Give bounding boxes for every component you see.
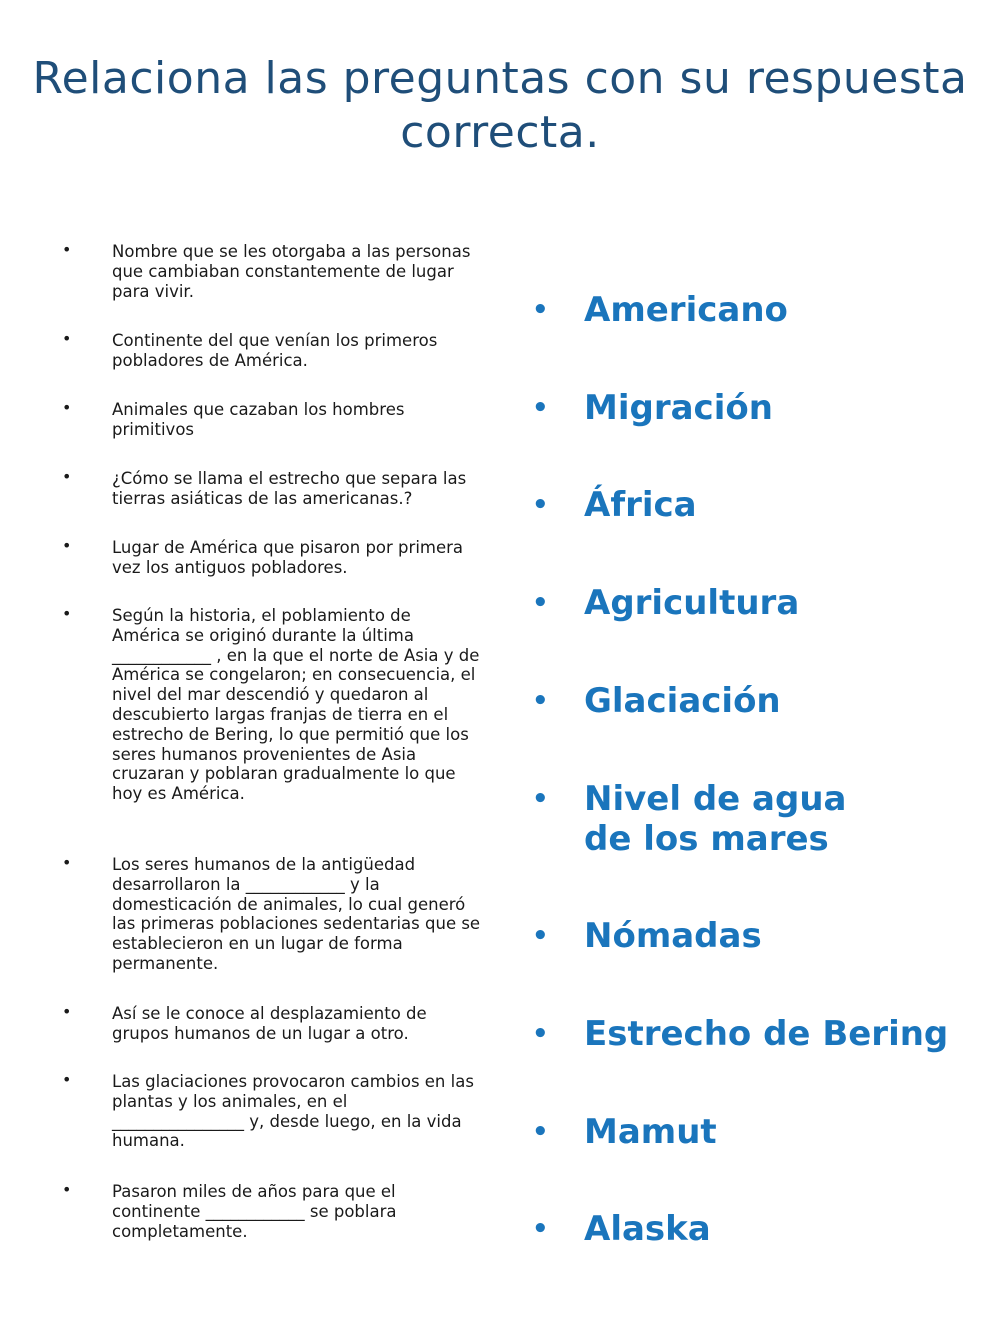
bullet-icon: • <box>532 1019 549 1049</box>
question-item <box>62 400 482 440</box>
question-item <box>62 855 482 974</box>
bullet-icon: • <box>532 686 549 716</box>
bullet-icon: • <box>532 784 549 814</box>
question-item <box>62 1072 482 1151</box>
bullet-icon: • <box>532 295 549 325</box>
answer-text: Agricultura <box>584 583 800 623</box>
bullet-icon: • <box>532 588 549 618</box>
bullet-icon: • <box>532 1214 549 1244</box>
question-text: Pasaron miles de años para que el continente ____________ se poblara completamente. <box>112 1182 397 1241</box>
answer-item[interactable] <box>532 1112 962 1152</box>
bullet-icon: • <box>62 398 72 417</box>
bullet-icon: • <box>62 240 72 259</box>
answer-item[interactable] <box>532 1209 962 1249</box>
answer-text: Migración <box>584 388 773 428</box>
bullet-icon: • <box>62 329 72 348</box>
answer-text: Estrecho de Bering <box>584 1014 949 1054</box>
question-item <box>62 606 482 804</box>
answer-text: Alaska <box>584 1209 711 1249</box>
question-item <box>62 469 482 509</box>
bullet-icon: • <box>62 1002 72 1021</box>
question-item <box>62 242 482 301</box>
answer-item[interactable] <box>532 485 962 525</box>
question-text: Así se le conoce al desplazamiento de grupos humanos de un lugar a otro. <box>112 1004 427 1043</box>
bullet-icon: • <box>62 467 72 486</box>
question-text: Nombre que se les otorgaba a las personas que cambiaban constantemente de lugar para vivir. <box>112 242 471 301</box>
question-item <box>62 1182 482 1241</box>
answer-text: Nivel de agua de los mares <box>584 779 847 859</box>
bullet-icon: • <box>62 853 72 872</box>
question-text: Animales que cazaban los hombres primitivos <box>112 400 405 439</box>
answer-item[interactable] <box>532 681 962 721</box>
bullet-icon: • <box>532 393 549 423</box>
answer-text: Mamut <box>584 1112 717 1152</box>
bullet-icon: • <box>532 490 549 520</box>
answer-item[interactable] <box>532 583 962 623</box>
answer-item[interactable] <box>532 388 962 428</box>
question-item <box>62 538 482 578</box>
bullet-icon: • <box>532 1117 549 1147</box>
bullet-icon: • <box>62 604 72 623</box>
answer-text: Glaciación <box>584 681 781 721</box>
question-item <box>62 331 482 371</box>
answer-text: África <box>584 485 697 525</box>
answer-item[interactable] <box>532 1014 962 1054</box>
bullet-icon: • <box>532 921 549 951</box>
question-text: Los seres humanos de la antigüedad desarrollaron la ____________ y la domesticación de animales, lo cual generó las primeras poblaciones sedentarias que se establecieron en un lugar de forma permanente. <box>112 855 481 973</box>
bullet-icon: • <box>62 536 72 555</box>
answer-item[interactable] <box>532 779 872 859</box>
answer-text: Americano <box>584 290 788 330</box>
page-title: Relaciona las preguntas con su respuesta correcta. <box>32 53 968 158</box>
question-text: Continente del que venían los primeros pobladores de América. <box>112 331 438 370</box>
question-text: Las glaciaciones provocaron cambios en las plantas y los animales, en el ________________ y, desde luego, en la vida humana. <box>112 1072 474 1151</box>
question-item <box>62 1004 482 1044</box>
question-text: Según la historia, el poblamiento de América se originó durante la última ____________ , en la que el norte de Asia y de América se congelaron; en consecuencia, el nivel del mar descendió y quedaron al descubierto largas franjas de tierra en el estrecho de Bering, lo que permitió que los seres humanos provenientes de Asia cruzaran y poblaran gradualmente lo que hoy es América. <box>112 606 480 804</box>
answer-text: Nómadas <box>584 916 762 956</box>
question-text: ¿Cómo se llama el estrecho que separa las tierras asiáticas de las americanas.? <box>112 469 467 508</box>
bullet-icon: • <box>62 1180 72 1199</box>
bullet-icon: • <box>62 1070 72 1089</box>
answer-item[interactable] <box>532 290 962 330</box>
answer-item[interactable] <box>532 916 962 956</box>
question-text: Lugar de América que pisaron por primera vez los antiguos pobladores. <box>112 538 464 577</box>
